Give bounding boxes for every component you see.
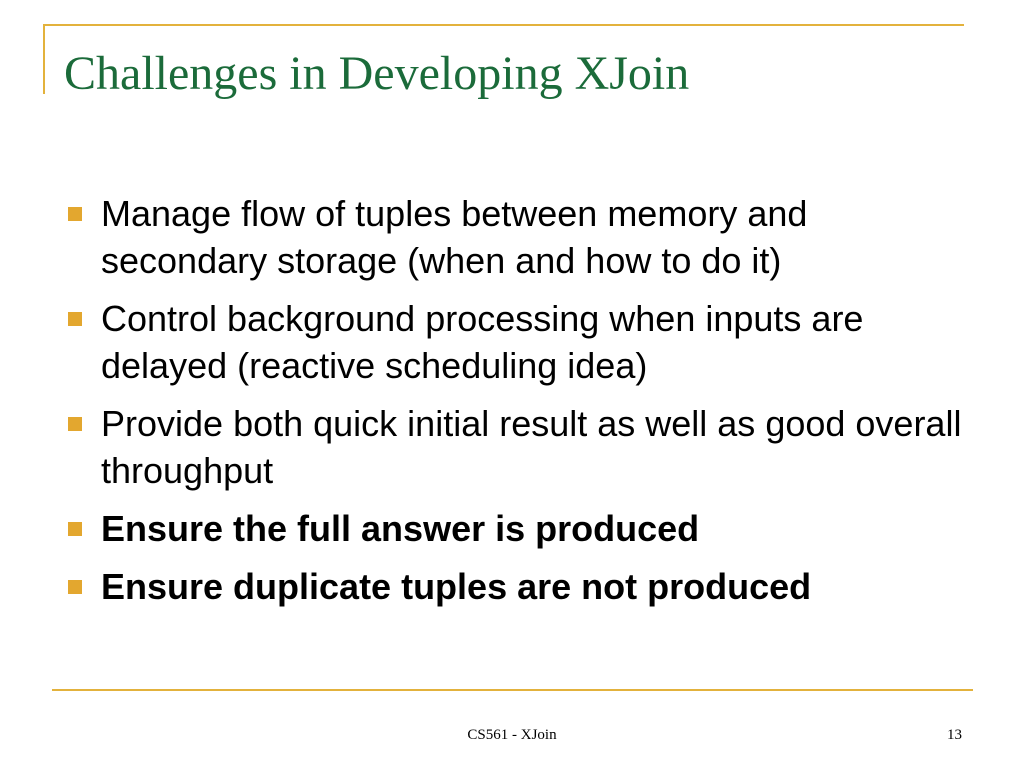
square-bullet-icon [68, 417, 82, 431]
bullet-item [64, 295, 964, 389]
bullet-text: Manage flow of tuples between memory and secondary storage (when and how to do it) [101, 193, 808, 281]
footer-course-label: CS561 - XJoin [467, 727, 557, 743]
square-bullet-icon [68, 580, 82, 594]
bullet-text: Control background processing when inputs are delayed (reactive scheduling idea) [101, 298, 864, 386]
square-bullet-icon [68, 312, 82, 326]
top-accent-line [43, 24, 964, 26]
bullet-text: Ensure the full answer is produced [101, 508, 700, 549]
bullet-list [64, 190, 964, 621]
bullet-text: Ensure duplicate tuples are not produced [101, 566, 812, 607]
square-bullet-icon [68, 207, 82, 221]
bullet-item [64, 190, 964, 284]
footer-page-number: 13 [947, 727, 962, 743]
left-accent-line [43, 24, 45, 94]
square-bullet-icon [68, 522, 82, 536]
bullet-text: Provide both quick initial result as well as good overall throughput [101, 403, 962, 491]
bottom-accent-line [52, 689, 973, 691]
bullet-item [64, 563, 964, 610]
slide-title: Challenges in Developing XJoin [64, 47, 690, 100]
bullet-item [64, 400, 964, 494]
bullet-item [64, 505, 964, 552]
